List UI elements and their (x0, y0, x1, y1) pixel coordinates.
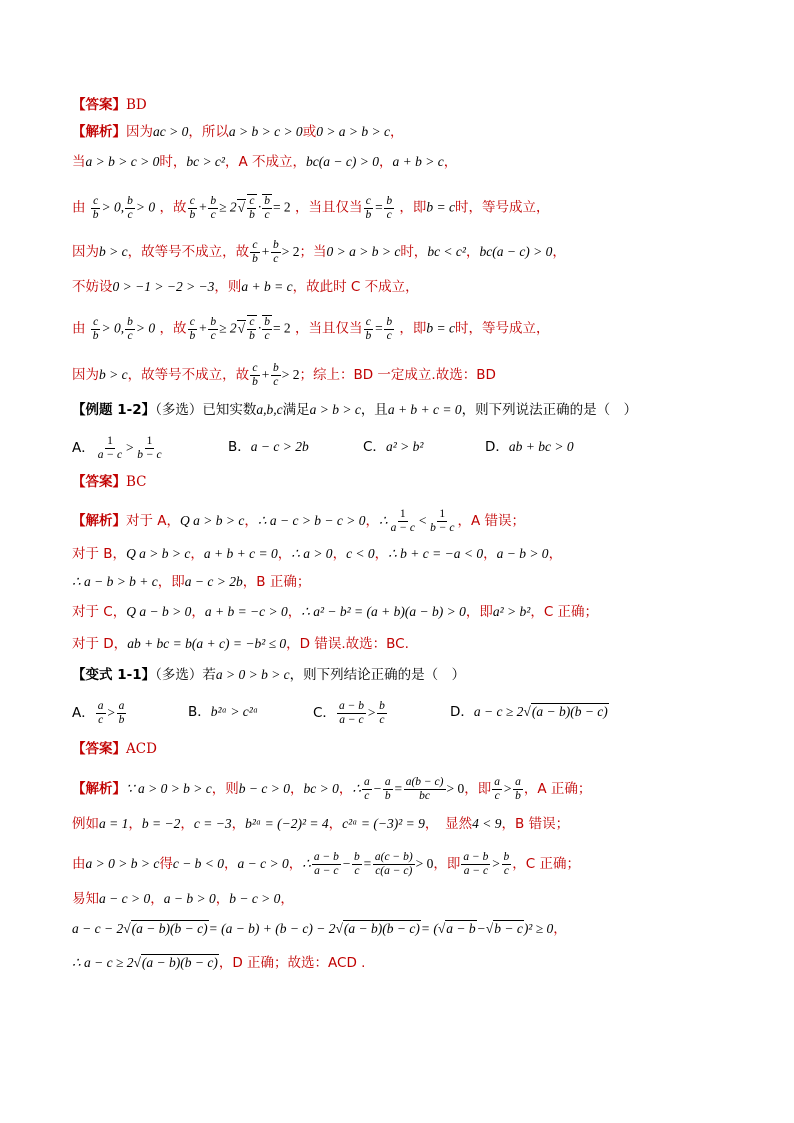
variant-option-a: A． $\frac{a}{c}$ > $\frac{a}{b}$ (72, 700, 125, 726)
analysis-line-4: 因为b > c，故等号不成立，故 $\frac{c}{b}$ + $\frac{b}{c}$ > 2；当0 > a > b > c时，bc < c²，bc(a − c) > 0， (72, 239, 566, 265)
question-variant-1-1: 【变式 1-1】（多选）若a > 0 > b > c，则下列结论正确的是（ ） (72, 667, 466, 683)
option-d: D．ab + bc > 0 (485, 439, 574, 455)
analysis-2-line-1: 【解析】对于 A，Q a > b > c，∴ a − c > b − c > 0，∴ $\frac{1}{a - c}$ < $\frac{1}{b - c}$ ，A 错误； (72, 508, 526, 534)
answer-value: BD (126, 97, 147, 113)
analysis-line-5: 不妨设0 > −1 > −2 > −3，则a + b = c，故此时 C 不成立， (72, 279, 419, 295)
variant-option-d: D．a − c ≥ 2√(a − b)(b − c) (450, 704, 608, 720)
analysis-line-2: 当a > b > c > 0时，bc > c²，A 不成立，bc(a − c) > 0，a + b > c， (72, 154, 458, 170)
analysis-label: 【解析】 (72, 124, 126, 140)
analysis-3-line-6: ∴ a − c ≥ 2√(a − b)(b − c)，D 正确；故选：ACD . (72, 955, 366, 971)
analysis-3-line-3: 由a > 0 > b > c得c − b < 0，a − c > 0，∴ $\frac{a - b}{a - c}$ − $\frac{b}{c}$ = $\frac{a(c - b)}{c(a - c)}$ > 0，即 $\frac{a - b}{a - c}$ > $\frac{b}{c}$ ，C 正确； (72, 851, 581, 877)
analysis-line-3: 由 $\frac{c}{b}$ > 0, $\frac{b}{c}$ > 0 ，故 $\frac{c}{b}$ + $\frac{b}{c}$ ≥ 2√ $\frac{c}{b}$ · $\frac{b}{c}$ = 2 ，当且仅当 $\frac{c}{b}$ = $\frac{b}{c}$ ，即b = c时，等号成立， (72, 194, 550, 221)
option-c: C．a² > b² (363, 439, 424, 455)
analysis-2-line-2: 对于 B，Q a > b > c，a + b + c = 0，∴ a > 0，c < 0，∴ b + c = −a < 0，a − b > 0， (72, 546, 563, 562)
analysis-line-7: 因为b > c，故等号不成立，故 $\frac{c}{b}$ + $\frac{b}{c}$ > 2；综上：BD 一定成立.故选：BD (72, 362, 496, 388)
analysis-line-6: 由 $\frac{c}{b}$ > 0, $\frac{b}{c}$ > 0 ，故 $\frac{c}{b}$ + $\frac{b}{c}$ ≥ 2√ $\frac{c}{b}$ · $\frac{b}{c}$ = 2 ，当且仅当 $\frac{c}{b}$ = $\frac{b}{c}$ ，即b = c时，等号成立， (72, 315, 550, 342)
analysis-3-line-1: 【解析】∵ a > 0 > b > c，则b − c > 0，bc > 0，∴ $\frac{a}{c}$ − $\frac{a}{b}$ = $\frac{a(b - c)}{bc}$ > 0，即 $\frac{a}{c}$ > $\frac{a}{b}$ ，A 正确； (72, 776, 592, 802)
question-1-2: 【例题 1-2】（多选）已知实数a,b,c满足a > b > c，且a + b + c = 0，则下列说法正确的是（ ） (72, 402, 638, 418)
analysis-2-line-4: 对于 C，Q a − b > 0，a + b = −c > 0，∴ a² − b² = (a + b)(a − b) > 0，即a² > b²，C 正确； (72, 604, 599, 620)
answer-label: 【答案】 (72, 97, 126, 113)
analysis-2-line-5: 对于 D，ab + bc = b(a + c) = −b² ≤ 0，D 错误.故选：BC. (72, 636, 409, 652)
option-a: A． $\frac{1}{a - c}$ > $\frac{1}{b - c}$ (72, 435, 162, 461)
variant-option-c: C． $\frac{a - b}{a - c}$ > $\frac{b}{c}$ (313, 700, 385, 726)
answer-line-3: 【答案】ACD (72, 741, 157, 757)
question-title: 【变式 1-1】 (72, 667, 156, 683)
answer-line-2: 【答案】BC (72, 474, 147, 490)
analysis-2-line-3: ∴ a − b > b + c，即a − c > 2b，B 正确； (72, 574, 311, 590)
analysis-3-line-2: 例如a = 1，b = −2，c = −3，b²ᵃ = (−2)² = 4，c²ᵃ = (−3)² = 9， 显然4 < 9，B 错误； (72, 816, 570, 832)
option-b: B．a − c > 2b (228, 439, 309, 455)
analysis-3-line-5: a − c − 2√(a − b)(b − c)= (a − b) + (b − c) − 2√(a − b)(b − c)= (√a − b−√b − c)² ≥ 0， (72, 921, 567, 937)
answer-line-1 (72, 95, 147, 115)
analysis-line-1: 【解析】因为ac > 0，所以a > b > c > 0或0 > a > b > c， (72, 124, 404, 140)
question-title: 【例题 1-2】 (72, 402, 156, 418)
analysis-3-line-4: 易知a − c > 0，a − b > 0，b − c > 0， (72, 891, 294, 907)
variant-option-b: B．b²ᵃ > c²ᵃ (188, 704, 259, 720)
